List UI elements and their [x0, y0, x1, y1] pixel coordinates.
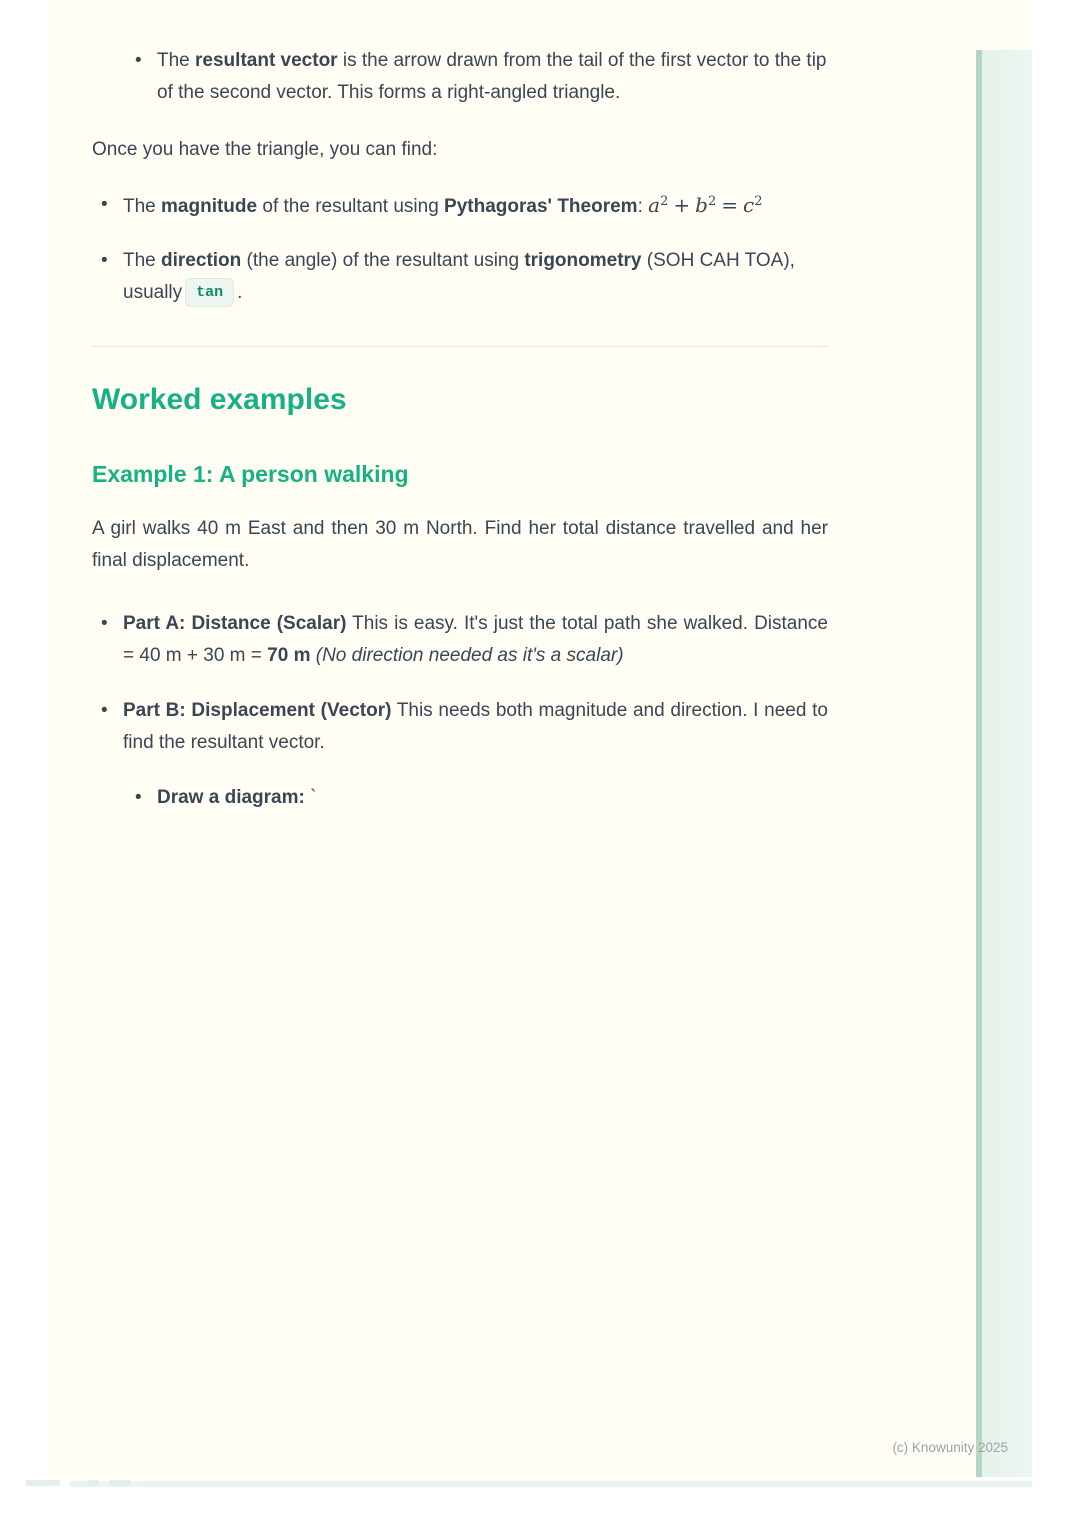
bullet-part-a-distance [92, 608, 828, 672]
bold-70m: 70 m [267, 645, 311, 666]
bold-trigonometry: trigonometry [524, 250, 642, 271]
text-run: This needs both magnitude and direction. I need to find the resultant vector. [123, 700, 828, 753]
bullet-draw-a-diagram [92, 782, 828, 814]
next-page-edge-mark [88, 1480, 98, 1486]
bold-magnitude: magnitude [161, 196, 258, 217]
bold-direction: direction [161, 250, 242, 271]
formula-exponent: 2 [754, 194, 763, 209]
section-divider [92, 346, 828, 347]
heading-worked-examples: Worked examples [92, 383, 347, 416]
text-run: (SOH CAH TOA), usually [123, 250, 795, 303]
text-run: : [637, 196, 649, 217]
text-run: (the angle) of the resultant using [241, 250, 525, 271]
text-run: The [157, 50, 196, 71]
document-page [48, 0, 1032, 1477]
text-run: . [237, 282, 243, 303]
next-page-edge [70, 1481, 1032, 1487]
pythagoras-formula [648, 193, 762, 217]
next-page-edge-mark [110, 1480, 130, 1486]
bold-draw-a-diagram: Draw a diagram: [157, 787, 305, 808]
formula-var-a: a [648, 193, 661, 217]
bullet-direction [92, 245, 828, 309]
paragraph-problem-statement: A girl walks 40 m East and then 30 m North. Find her total distance travelled and her final displacement. [92, 518, 828, 571]
italic-scalar-note: (No direction needed as it's a scalar) [310, 645, 624, 666]
text-run: ` [304, 787, 317, 808]
text-run: is the arrow drawn from the tail of the first vector to the tip of the second vector. This forms a right-angled triangle. [157, 50, 827, 103]
text-run: The [123, 196, 162, 217]
page-scroll-strip [976, 50, 1032, 1477]
formula-plus: + [673, 193, 691, 217]
bullet-magnitude [92, 189, 828, 223]
list-you-can-find [92, 189, 828, 309]
page-content [92, 0, 828, 814]
formula-exponent: 2 [707, 194, 717, 209]
formula-var-c: c [742, 193, 755, 217]
bullet-resultant-vector [92, 45, 828, 109]
formula-exponent: 2 [660, 194, 669, 209]
text-run: of the resultant using [257, 196, 445, 217]
formula-var-b: b [695, 193, 708, 217]
bullet-part-b-displacement [92, 695, 828, 759]
formula-equals: = [721, 193, 738, 217]
bold-resultant-vector: resultant vector [195, 50, 338, 71]
copyright-watermark: (c) Knowunity 2025 [892, 1440, 1008, 1455]
bold-pythagoras-theorem: Pythagoras' Theorem [444, 196, 638, 217]
bold-part-a: Part A: Distance (Scalar) [123, 613, 347, 634]
inline-code-tan: tan [185, 278, 234, 307]
text-run: This is easy. It's just the total path she walked. Distance = 40 m + 30 m = [123, 613, 828, 666]
bold-part-b: Part B: Displacement (Vector) [123, 700, 392, 721]
text-run: The [123, 250, 162, 271]
subheading-example-1: Example 1: A person walking [92, 461, 409, 487]
paragraph-once-you-have: Once you have the triangle, you can find: [92, 139, 438, 160]
next-page-edge-mark [26, 1480, 60, 1486]
